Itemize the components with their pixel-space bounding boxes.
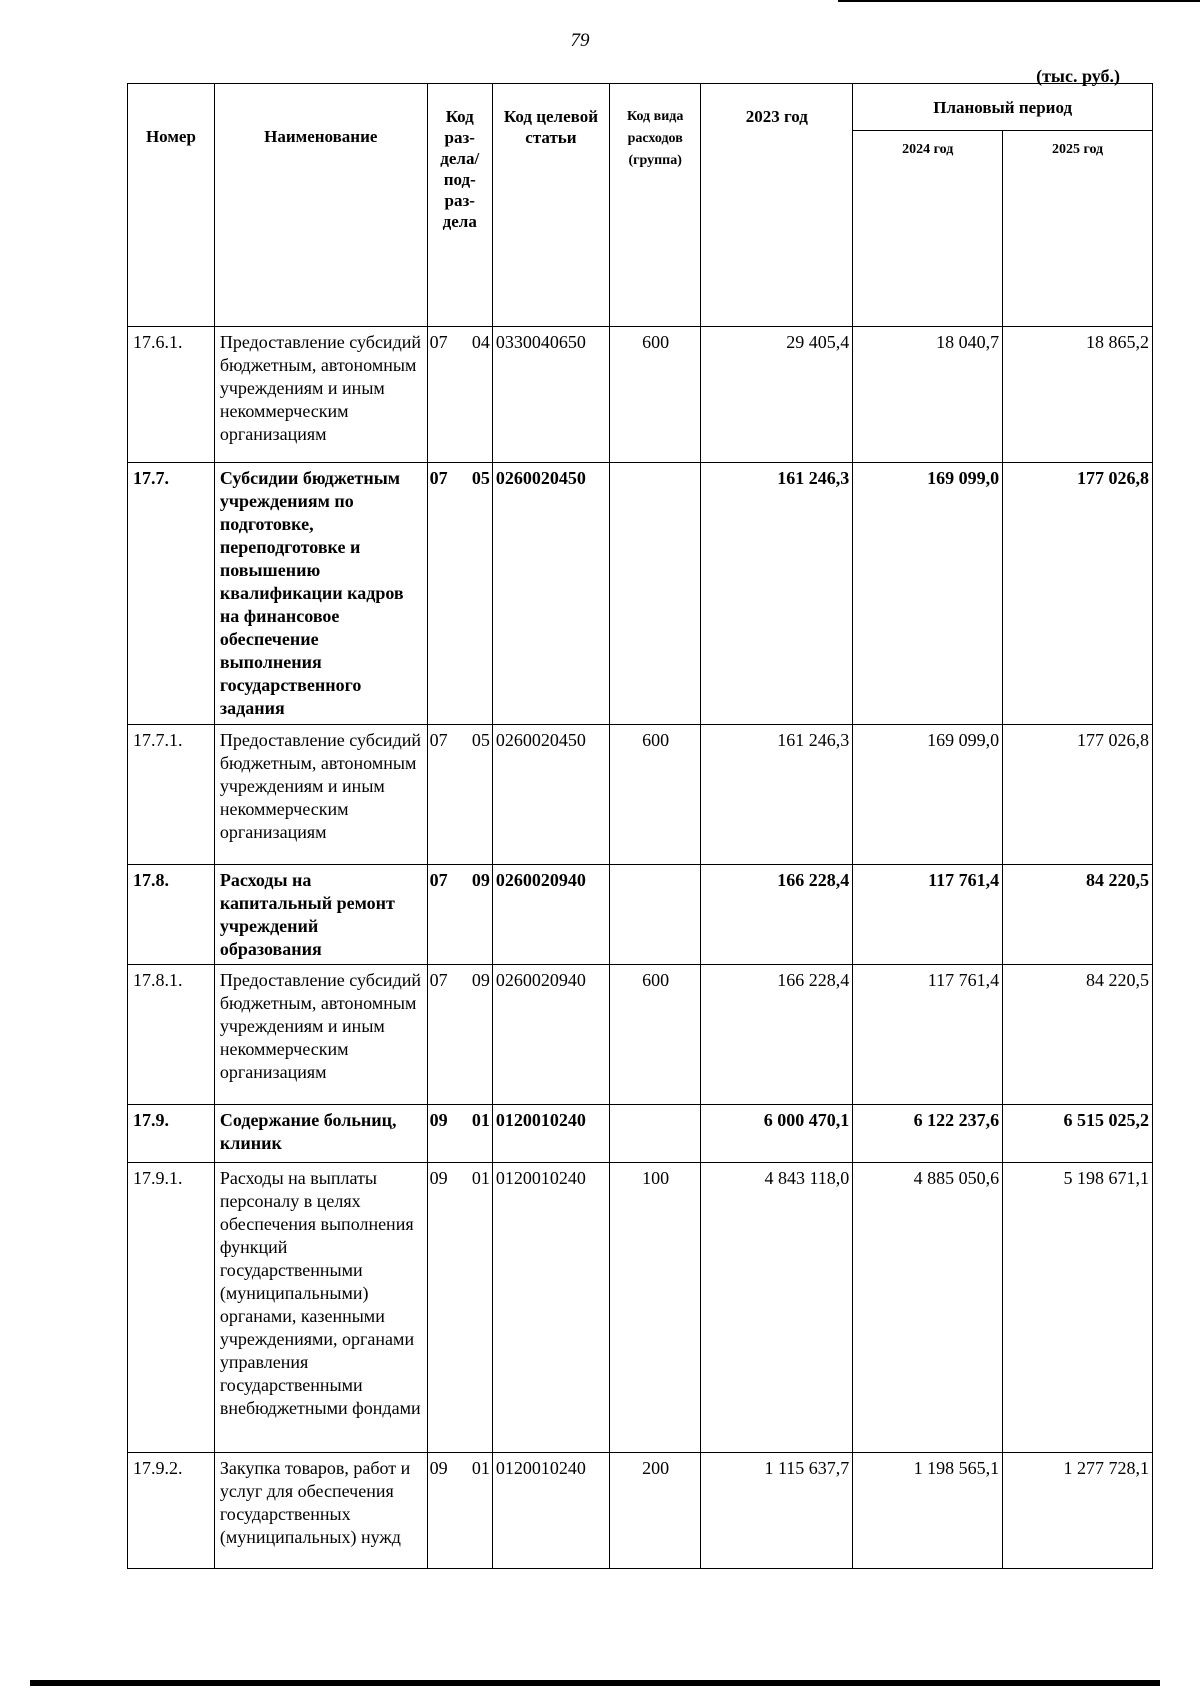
row-expense-type: 600	[610, 965, 701, 1105]
subsection-code: 01	[471, 1168, 490, 1188]
row-section	[427, 965, 492, 1105]
top-rule	[838, 0, 1200, 2]
row-2023: 161 246,3	[701, 463, 853, 725]
section-code: 09	[429, 1168, 448, 1188]
row-expense-type	[610, 463, 701, 725]
row-2023: 6 000 470,1	[701, 1105, 853, 1163]
page-number: 79	[570, 30, 590, 51]
row-number: 17.6.1.	[128, 327, 215, 463]
row-number: 17.7.	[128, 463, 215, 725]
row-2025: 177 026,8	[1003, 463, 1153, 725]
row-2025: 84 220,5	[1003, 865, 1153, 965]
row-2023: 29 405,4	[701, 327, 853, 463]
row-number: 17.9.2.	[128, 1453, 215, 1569]
row-section	[427, 1453, 492, 1569]
row-section	[427, 1163, 492, 1453]
subsection-code: 05	[471, 730, 490, 750]
row-target-code: 0260020940	[492, 965, 609, 1105]
row-target-code: 0260020450	[492, 463, 609, 725]
row-name: Содержание больниц, клиник	[214, 1105, 427, 1163]
section-code: 07	[429, 970, 448, 990]
row-2024: 169 099,0	[853, 725, 1003, 865]
header-name: Наименование	[214, 84, 427, 327]
units-label: (тыс. руб.)	[1036, 66, 1120, 86]
row-target-code: 0260020940	[492, 865, 609, 965]
row-target-code: 0120010240	[492, 1163, 609, 1453]
header-expense-type: Код вида расходов (группа)	[610, 84, 701, 327]
header-section: Код раз-дела/ под-раз-дела	[427, 84, 492, 327]
row-2023: 161 246,3	[701, 725, 853, 865]
row-2023: 166 228,4	[701, 865, 853, 965]
row-2024: 18 040,7	[853, 327, 1003, 463]
row-target-code: 0260020450	[492, 725, 609, 865]
header-target: Код целевой статьи	[492, 84, 609, 327]
row-expense-type: 600	[610, 725, 701, 865]
row-2024: 4 885 050,6	[853, 1163, 1003, 1453]
table-row	[128, 725, 1153, 865]
subsection-code: 01	[471, 1458, 490, 1478]
header-planning-period: Плановый период	[853, 84, 1153, 131]
header-row	[128, 84, 1153, 131]
row-section	[427, 1105, 492, 1163]
row-2024: 1 198 565,1	[853, 1453, 1003, 1569]
row-expense-type	[610, 865, 701, 965]
row-target-code: 0330040650	[492, 327, 609, 463]
table-row	[128, 1453, 1153, 1569]
row-name: Субсидии бюджетным учреждениям по подготовке, переподготовке и повышению квалификации кадров на финансовое обеспечение выполнения государственного задания	[214, 463, 427, 725]
row-expense-type: 100	[610, 1163, 701, 1453]
row-2025: 177 026,8	[1003, 725, 1153, 865]
table-row	[128, 327, 1153, 463]
row-number: 17.9.1.	[128, 1163, 215, 1453]
section-code: 09	[429, 1110, 448, 1130]
row-2023: 166 228,4	[701, 965, 853, 1105]
row-name: Предоставление субсидий бюджетным, автономным учреждениям и иным некоммерческим организациям	[214, 965, 427, 1105]
table-row	[128, 965, 1153, 1105]
row-name: Закупка товаров, работ и услуг для обеспечения государственных (муниципальных) нужд	[214, 1453, 427, 1569]
section-code: 07	[429, 730, 448, 750]
table-row	[128, 1105, 1153, 1163]
row-2025: 84 220,5	[1003, 965, 1153, 1105]
row-section	[427, 865, 492, 965]
row-2024: 117 761,4	[853, 865, 1003, 965]
row-2024: 117 761,4	[853, 965, 1003, 1105]
row-2024: 6 122 237,6	[853, 1105, 1003, 1163]
row-number: 17.9.	[128, 1105, 215, 1163]
header-number: Номер	[128, 84, 215, 327]
section-code: 07	[429, 468, 448, 488]
row-2023: 1 115 637,7	[701, 1453, 853, 1569]
row-expense-type	[610, 1105, 701, 1163]
row-number: 17.7.1.	[128, 725, 215, 865]
row-section	[427, 463, 492, 725]
section-code: 09	[429, 1458, 448, 1478]
bottom-rule	[30, 1680, 1160, 1686]
subsection-code: 01	[471, 1110, 490, 1130]
header-2024: 2024 год	[853, 131, 1003, 327]
row-name: Предоставление субсидий бюджетным, автономным учреждениям и иным некоммерческим организациям	[214, 327, 427, 463]
row-2024: 169 099,0	[853, 463, 1003, 725]
row-name: Расходы на выплаты персоналу в целях обеспечения выполнения функций государственными (муниципальными) органами, казенными учреждениями, органами управления государственными внебюджетными фондами	[214, 1163, 427, 1453]
subsection-code: 09	[471, 870, 490, 890]
row-section	[427, 327, 492, 463]
row-2025: 1 277 728,1	[1003, 1453, 1153, 1569]
header-2023: 2023 год	[701, 84, 853, 327]
row-target-code: 0120010240	[492, 1105, 609, 1163]
row-name: Предоставление субсидий бюджетным, автономным учреждениям и иным некоммерческим организациям	[214, 725, 427, 865]
header-2025: 2025 год	[1003, 131, 1153, 327]
row-target-code: 0120010240	[492, 1453, 609, 1569]
row-2025: 18 865,2	[1003, 327, 1153, 463]
budget-table	[127, 83, 1153, 1569]
row-expense-type: 600	[610, 327, 701, 463]
row-name: Расходы на капитальный ремонт учреждений образования	[214, 865, 427, 965]
row-2023: 4 843 118,0	[701, 1163, 853, 1453]
row-2025: 6 515 025,2	[1003, 1105, 1153, 1163]
row-section	[427, 725, 492, 865]
subsection-code: 09	[471, 970, 490, 990]
section-code: 07	[429, 332, 448, 352]
table-row	[128, 463, 1153, 725]
row-2025: 5 198 671,1	[1003, 1163, 1153, 1453]
row-number: 17.8.1.	[128, 965, 215, 1105]
row-expense-type: 200	[610, 1453, 701, 1569]
subsection-code: 05	[471, 468, 490, 488]
table-row	[128, 1163, 1153, 1453]
section-code: 07	[429, 870, 448, 890]
row-number: 17.8.	[128, 865, 215, 965]
subsection-code: 04	[471, 332, 490, 352]
table-row	[128, 865, 1153, 965]
